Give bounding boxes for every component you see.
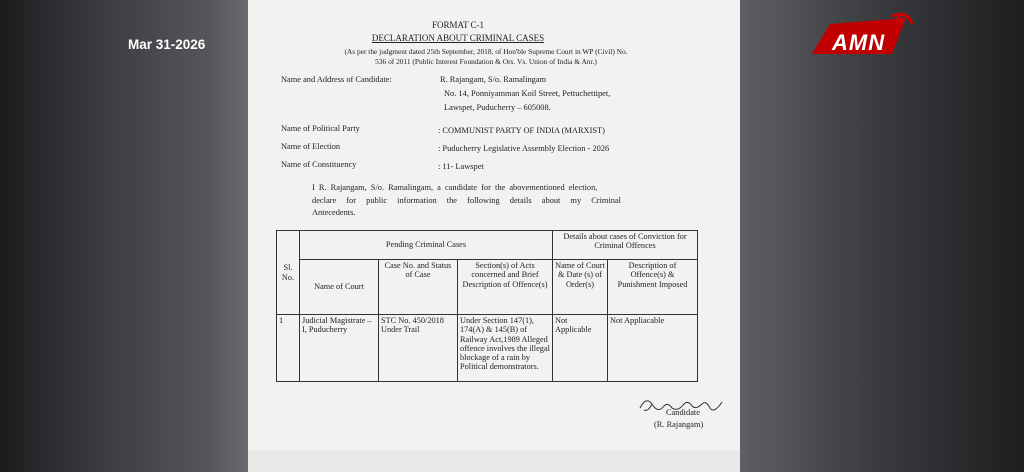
declaration-line-1: I R. Rajangam, S/o. Ramalingam, a candidate for the abovementioned election,: [312, 183, 598, 192]
declaration-line-2: declare for public information the following details about my Criminal: [312, 196, 621, 205]
candidate-label: Name and Address of Candidate:: [281, 75, 392, 84]
table-subheader-row: [277, 260, 698, 315]
row-conviction-description: Not Appliacable: [608, 315, 698, 382]
conviction-description-column-header: Description of Offence(s) & Punishment Imposed: [608, 260, 698, 315]
broadcast-date: Mar 31-2026: [128, 37, 206, 52]
candidate-address-line-2: Lawspet, Puducherry – 605008.: [444, 103, 551, 112]
case-column-header: Case No. and Status of Case: [379, 260, 458, 315]
row-sections: Under Section 147(1), 174(A) & 145(B) of Railway Act,1989 Alleged offence involves the illegal blockage of a rain by Political demonstrators.: [458, 315, 553, 382]
declaration-line-3: Antecedents.: [312, 208, 356, 217]
party-label: Name of Political Party: [281, 124, 360, 133]
subtitle-line-1: (As per the judgment dated 25th September, 2018, of Hon'ble Supreme Court in WP (Civil) No.: [344, 47, 628, 56]
court-column-header: Name of Court: [300, 260, 379, 315]
signature-name: (R. Rajangam): [654, 420, 704, 429]
page-bottom-strip: [248, 450, 740, 472]
candidate-name: R. Rajangam, S/o. Ramalingam: [440, 75, 547, 84]
sl-no-header: Sl. No.: [277, 231, 300, 315]
criminal-cases-table: [276, 230, 698, 382]
signature-caption: Candidate: [666, 408, 700, 417]
election-label: Name of Election: [281, 142, 341, 151]
declaration-document: [248, 0, 740, 472]
row-case: STC No. 450/2018 Under Trail: [379, 315, 458, 382]
subtitle-line-2: 536 of 2011 (Public Interest Foundation & Ors. Vs. Union of India & Anr.): [375, 57, 597, 66]
table-header-row: [277, 231, 698, 260]
handwritten-signature: [638, 392, 738, 422]
conviction-header: Details about cases of Conviction for Criminal Offences: [553, 231, 698, 260]
amn-tv-logo: [808, 10, 918, 58]
logo-suffix: tv: [896, 14, 906, 26]
document-heading: DECLARATION ABOUT CRIMINAL CASES: [371, 33, 545, 43]
row-sl-no: 1: [277, 315, 300, 382]
format-label: FORMAT C-1: [431, 20, 485, 30]
blurred-background-left: [0, 0, 248, 472]
pending-cases-header: Pending Criminal Cases: [300, 231, 553, 260]
election-value: : Puducherry Legislative Assembly Election - 2026: [438, 144, 610, 153]
conviction-court-column-header: Name of Court & Date (s) of Order(s): [553, 260, 608, 315]
logo-text: AMN: [832, 30, 886, 55]
row-conviction-court: Not Applicable: [553, 315, 608, 382]
sections-column-header: Section(s) of Acts concerned and Brief Description of Offence(s): [458, 260, 553, 315]
party-value: : COMMUNIST PARTY OF INDIA (MARXIST): [438, 126, 605, 135]
candidate-address-line-1: No. 14, Ponniyamman Koil Street, Pettuchettipet,: [444, 89, 611, 98]
table-row: [277, 315, 698, 382]
constituency-label: Name of Constituency: [281, 160, 357, 169]
constituency-value: : 11- Lawspet: [438, 162, 484, 171]
blurred-background-right: [740, 0, 1024, 472]
row-court: Judicial Magistrate – I, Puducherry: [300, 315, 379, 382]
